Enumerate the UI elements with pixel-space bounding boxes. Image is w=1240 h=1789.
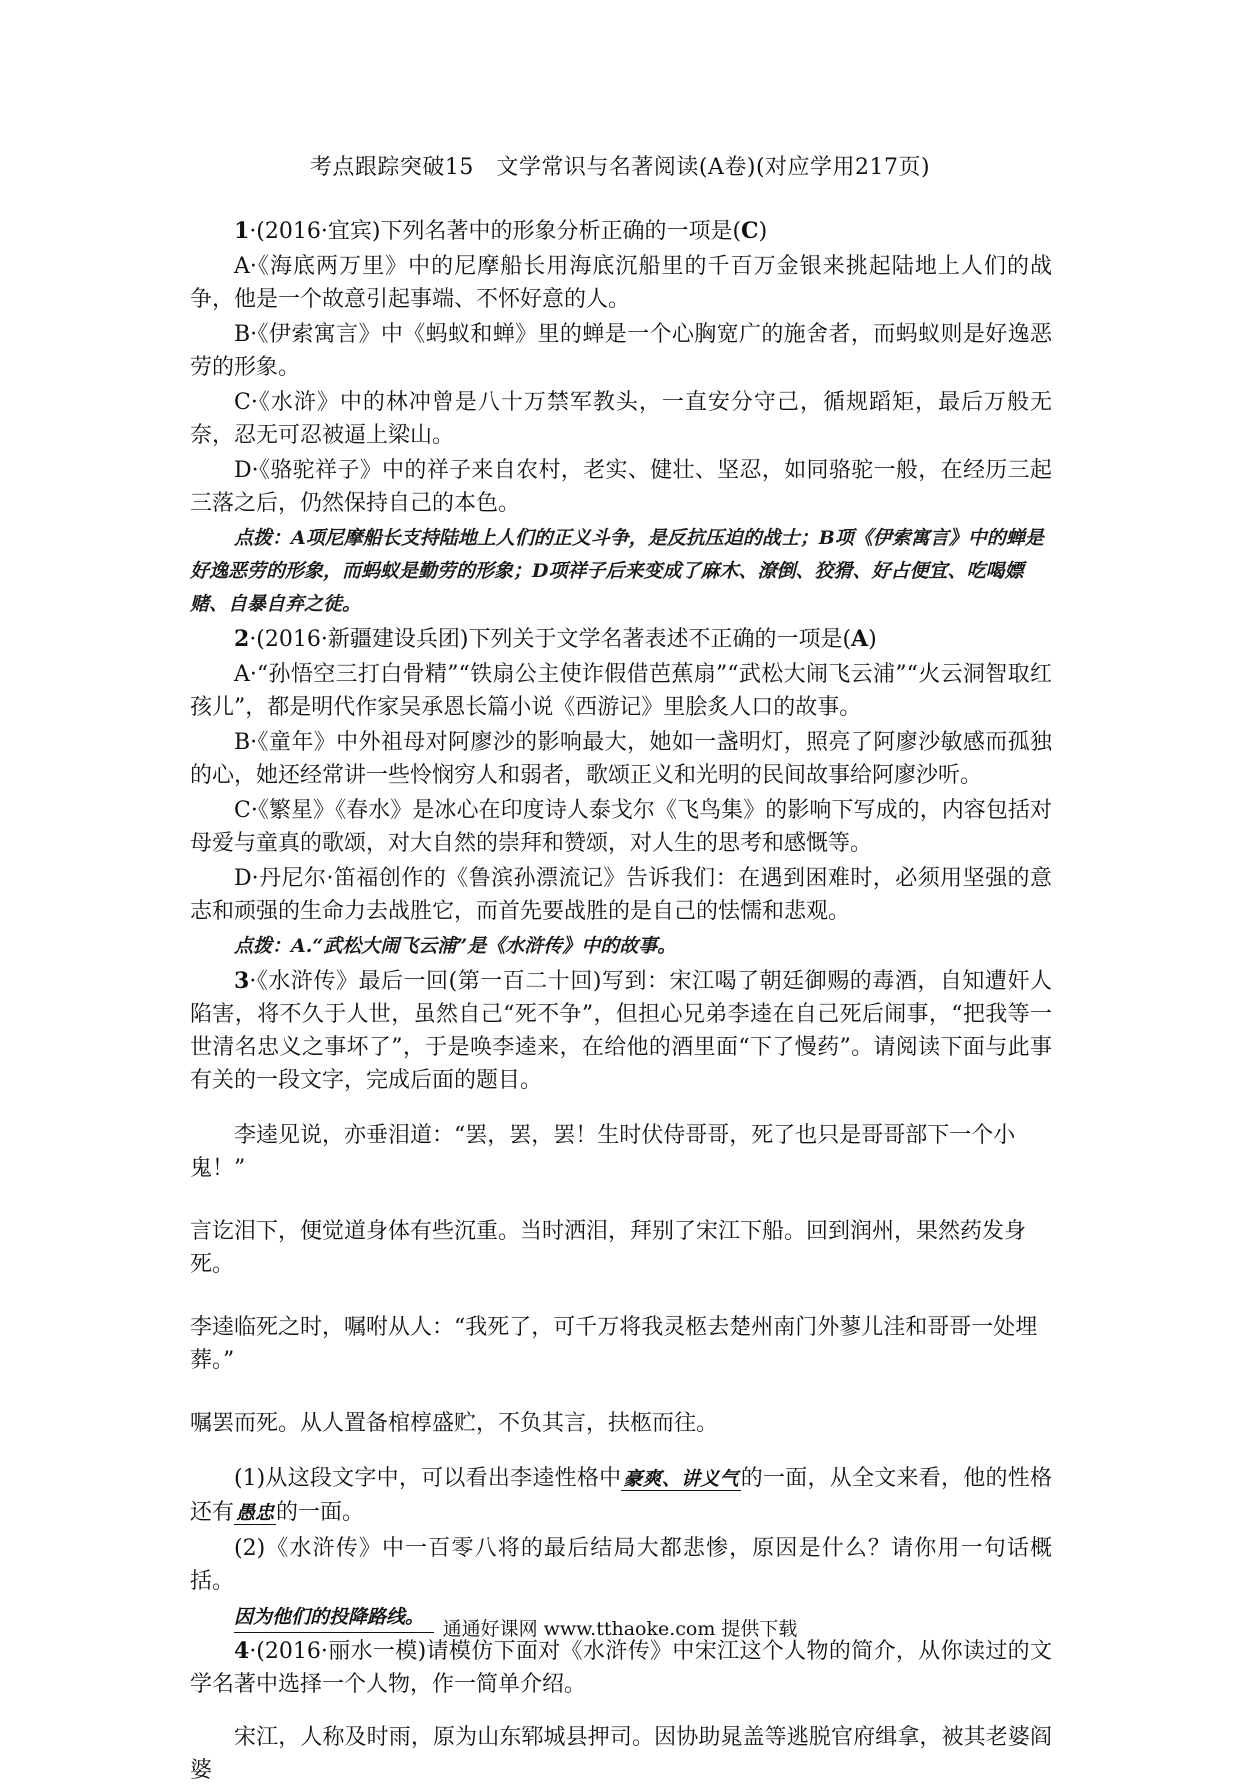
question-3-stem: [190, 965, 1052, 1097]
sub-1-text-a: (1)从这段文字中，可以看出李逵性格中: [234, 1466, 622, 1491]
excerpt-line-4: 嘱罢而死。从人置备棺椁盛贮，不负其言，扶柩而往。: [190, 1411, 719, 1436]
question-1-answer: C: [741, 218, 759, 244]
question-2-option-d: D·丹尼尔·笛福创作的《鲁滨孙漂流记》告诉我们：在遇到困难时，必须用坚强的意志和顽强的生命力去战胜它，而首先要战胜的是自己的怯懦和悲观。: [190, 866, 1052, 924]
question-3-sub-1: [190, 1462, 1052, 1530]
excerpt-line-2: 言讫泪下，便觉道身体有些沉重。当时洒泪，拜别了宋江下船。回到润州，果然药发身死。: [190, 1219, 1027, 1277]
question-2-paren: ): [868, 627, 877, 652]
question-1-note: 点拨：A项尼摩船长支持陆地上人们的正义斗争，是反抗压迫的战士；B项《伊索寓言》中的蝉是好逸恶劳的形象，而蚂蚁是勤劳的形象；D项祥子后来变成了麻木、潦倒、狡猾、好占便宜、吃喝嫖赌、自暴自弃之徒。: [190, 527, 1044, 615]
question-2-option-c: C·《繁星》《春水》是冰心在印度诗人泰戈尔《飞鸟集》的影响下写成的，内容包括对母爱与童真的歌颂，对大自然的崇拜和赞颂，对人生的思考和感慨等。: [190, 798, 1052, 856]
question-3-sub-2: (2)《水浒传》中一百零八将的最后结局大都悲惨，原因是什么？请你用一句话概括。: [190, 1536, 1052, 1594]
question-4-stem: [190, 1635, 1052, 1701]
question-4-sample: 宋江，人称及时雨，原为山东郓城县押司。因协助晁盖等逃脱官府缉拿，被其老婆阎婆: [190, 1725, 1052, 1783]
question-1-paren: ): [758, 219, 768, 244]
question-1-text: ·(2016·宜宾)下列名著中的形象分析正确的一项是(: [249, 219, 742, 244]
question-2-option-b: B·《童年》中外祖母对阿廖沙的影响最大，她如一盏明灯，照亮了阿廖沙敏感而孤独的心，她还经常讲一些怜悯穷人和弱者，歌颂正义和光明的民间故事给阿廖沙听。: [190, 730, 1052, 788]
sub-1-text-b: 的一面，从全文来看，他的性格还有: [190, 1466, 1052, 1525]
question-4-number: 4: [234, 1638, 250, 1664]
question-2-text: ·(2016·新疆建设兵团)下列关于文学名著表述不正确的一项是(: [249, 627, 852, 652]
sub-1-answer-2: 愚忠: [236, 1502, 275, 1524]
question-1-number: 1: [234, 218, 250, 244]
question-2-answer: A: [851, 626, 869, 652]
question-1-option-a: A·《海底两万里》中的尼摩船长用海底沉船里的千百万金银来挑起陆地上人们的战争，他是一个故意引起事端、不怀好意的人。: [190, 254, 1052, 312]
sub-1-answer-1: 豪爽、讲义气: [623, 1468, 739, 1490]
content: [190, 215, 1052, 1789]
page-footer: 通通好课网 www.tthaoke.com 提供下载: [442, 1618, 798, 1640]
question-3-text: ·《水浒传》最后一回(第一百二十回)写到：宋江喝了朝廷御赐的毒酒，自知遭奸人陷害，将不久于人世，虽然自己“死不争”，但担心兄弟李逵在自己死后闹事，“把我等一世清名忠义之事坏了”，于是唤李逵来，在给他的酒里面“下了慢药”。请阅读下面与此事有关的一段文字，完成后面的题目。: [190, 969, 1052, 1093]
question-3-number: 3: [234, 968, 250, 994]
excerpt-line-1: 李逵见说，亦垂泪道：“罢，罢，罢！生时伏侍哥哥，死了也只是哥哥部下一个小鬼！”: [190, 1123, 1016, 1181]
page-title: 考点跟踪突破15 文学常识与名著阅读(A卷)(对应学用217页): [309, 155, 931, 180]
question-1-option-b: B·《伊索寓言》中《蚂蚁和蝉》里的蝉是一个心胸宽广的施舍者，而蚂蚁则是好逸恶劳的形象。: [190, 322, 1052, 380]
sub-1-text-c: 的一面。: [276, 1500, 365, 1525]
question-2-number: 2: [234, 626, 250, 652]
question-1-option-c: C·《水浒》中的林冲曾是八十万禁军教头，一直安分守己，循规蹈矩，最后万般无奈，忍无可忍被逼上梁山。: [190, 390, 1052, 448]
sub-2-answer: 因为他们的投降路线。: [234, 1602, 434, 1633]
question-2-option-a: A·“孙悟空三打白骨精”“铁扇公主使诈假借芭蕉扇”“武松大闹飞云浦”“火云洞智取红孩儿”，都是明代作家吴承恩长篇小说《西游记》里脍炙人口的故事。: [190, 662, 1052, 720]
question-1-stem: [190, 215, 1052, 248]
question-4-text: ·(2016·丽水一模)请模仿下面对《水浒传》中宋江这个人物的简介，从你读过的文学名著中选择一个人物，作一简单介绍。: [190, 1639, 1052, 1697]
question-2-note: 点拨：A.“武松大闹飞云浦”是《水浒传》中的故事。: [234, 935, 677, 957]
excerpt-line-3: 李逵临死之时，嘱咐从人：“我死了，可千万将我灵柩去楚州南门外蓼儿洼和哥哥一处埋葬。”: [190, 1315, 1038, 1373]
question-2-stem: [190, 623, 1052, 656]
question-1-option-d: D·《骆驼祥子》中的祥子来自农村，老实、健壮、坚忍，如同骆驼一般，在经历三起三落之后，仍然保持自己的本色。: [190, 458, 1052, 516]
